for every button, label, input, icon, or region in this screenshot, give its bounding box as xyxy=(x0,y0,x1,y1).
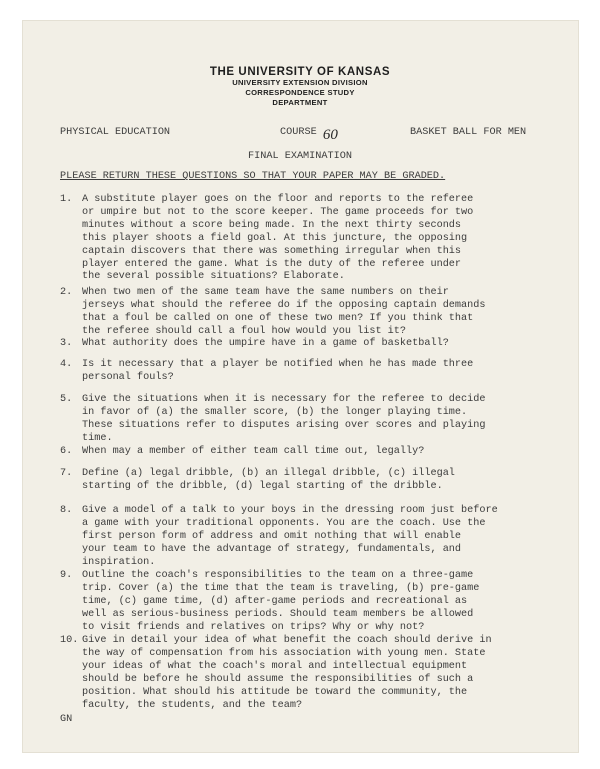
question-number: 4. xyxy=(60,359,73,370)
department-line-1: CORRESPONDENCE STUDY xyxy=(245,88,355,97)
course-label-group xyxy=(280,127,338,143)
question-text: Give a model of a talk to your boys in the dressing room just before a game with your traditional opponents. You are the coach. Use the first person form of address and omit nothing that will enable your team to have the advantage of strategy, fundamentals, and inspiration. xyxy=(82,505,498,568)
question-number: 8. xyxy=(60,505,73,516)
question-number: 7. xyxy=(60,468,73,479)
question-text: When two men of the same team have the same numbers on their jerseys what should the referee do if the opposing captain demands that a foul be called on one of these two men? If you think that the referee should call a foul how would you list it? xyxy=(82,287,486,337)
course-label: COURSE xyxy=(280,127,317,138)
question-text: Give the situations when it is necessary for the referee to decide in favor of (a) the smaller score, (b) the longer playing time. These situations refer to disputes arising over scores and playing time. xyxy=(82,394,486,444)
letterhead xyxy=(0,66,600,108)
subject-label: PHYSICAL EDUCATION xyxy=(60,127,171,138)
question-number: 1. xyxy=(60,194,73,205)
question-text: A substitute player goes on the floor and reports to the referee or umpire but not to the score keeper. The game proceeds for two minutes without a score being made. In the next thirty seconds this player shoots a field goal. At this juncture, the opposing captain discovers that there was something irregular when this player entered the game. What is the duty of the referee under the several possible situations? Elaborate. xyxy=(82,194,474,283)
question-number: 6. xyxy=(60,446,73,457)
question-text: When may a member of either team call time out, legally? xyxy=(82,446,425,457)
course-number: 60 xyxy=(322,127,338,143)
question-text: What authority does the umpire have in a game of basketball? xyxy=(82,338,449,349)
question-text: Outline the coach's responsibilities to the team on a three-game trip. Cover (a) the time that the team is traveling, (b) pre-game time, (c) game time, (d) after-game periods and recreational as well as serious-business periods. Should team members be allowed to visit friends and relatives on trips? Why or why not? xyxy=(82,570,480,633)
department-line-2: DEPARTMENT xyxy=(272,98,328,107)
question-number: 5. xyxy=(60,394,73,405)
division-name: UNIVERSITY EXTENSION DIVISION xyxy=(232,78,368,87)
question-text: Give in detail your idea of what benefit the coach should derive in the way of compensation from his association with young men. State your ideas of what the coach's moral and intellectual equipment should be before he should assume the responsibilities of such a position. What should his attitude be toward the community, the faculty, the students, and the team? xyxy=(82,635,492,711)
course-title: BASKET BALL FOR MEN xyxy=(410,127,527,138)
question-number: 9. xyxy=(60,570,73,581)
question-number: 3. xyxy=(60,338,73,349)
exam-title: FINAL EXAMINATION xyxy=(248,151,352,162)
question-number: 2. xyxy=(60,287,73,298)
question-text: Is it necessary that a player be notified when he has made three personal fouls? xyxy=(82,359,474,383)
question-number: 10. xyxy=(60,635,79,646)
return-notice: PLEASE RETURN THESE QUESTIONS SO THAT YOUR PAPER MAY BE GRADED. xyxy=(60,171,446,182)
course-header xyxy=(0,127,600,141)
footer-code: GN xyxy=(60,714,73,725)
university-name: THE UNIVERSITY OF KANSAS xyxy=(209,66,391,78)
question-text: Define (a) legal dribble, (b) an illegal dribble, (c) illegal starting of the dribble, (d) legal starting of the dribble. xyxy=(82,468,455,492)
